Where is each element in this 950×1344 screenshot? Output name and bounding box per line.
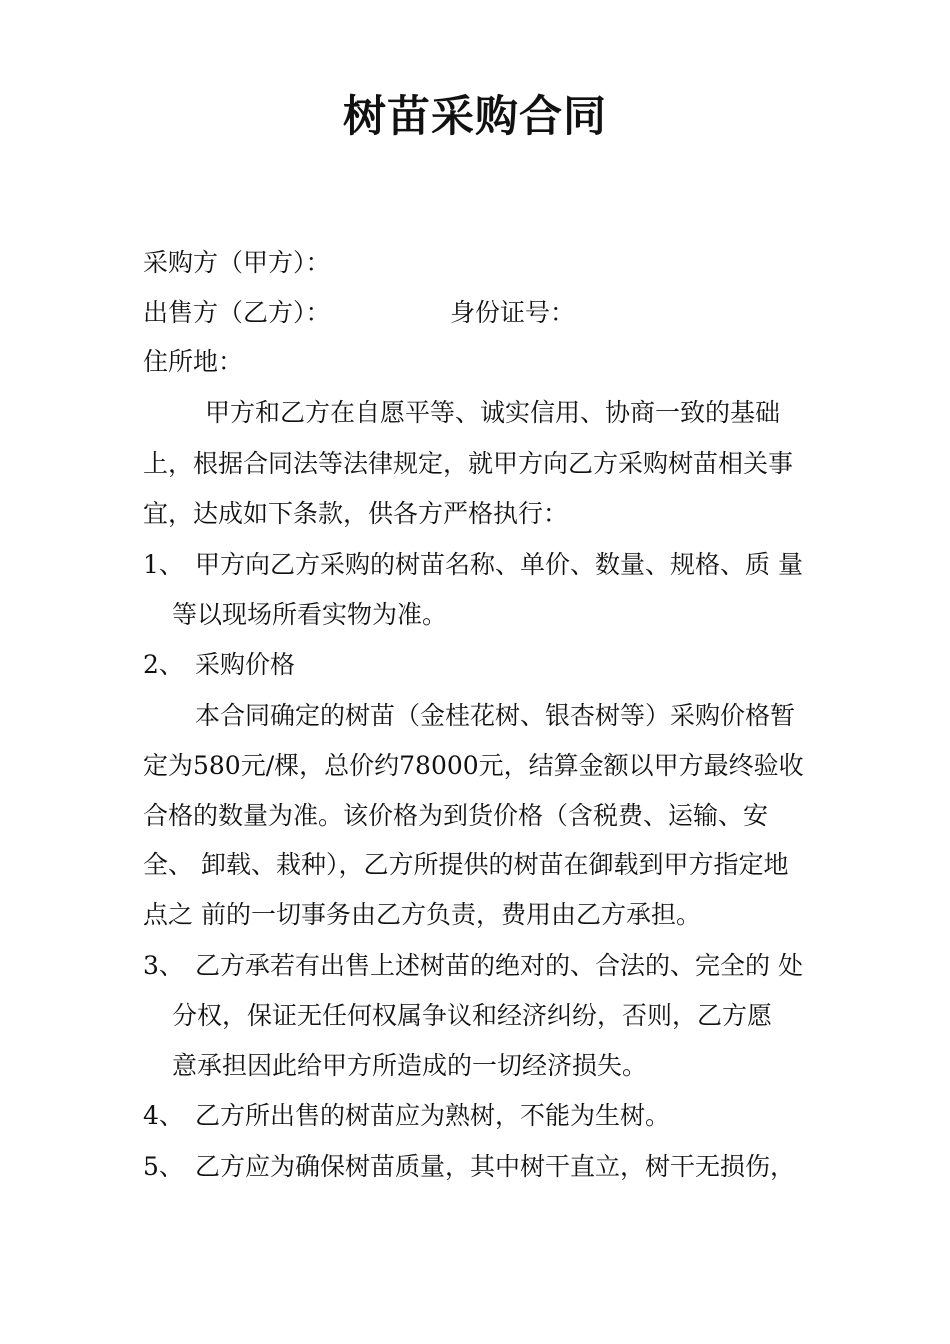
address-label: 住所地： bbox=[143, 347, 244, 376]
intro-line: 上，根据合同法等法律规定，就甲方向乙方采购树苗相关事 bbox=[143, 449, 794, 478]
price-paragraph-line: 全、 卸载、栽种），乙方所提供的树苗在御载到甲方指定地 bbox=[143, 850, 789, 879]
price-paragraph-line: 点之 前的一切事务由乙方负责，费用由乙方承担。 bbox=[143, 900, 701, 929]
item-text: 乙方所出售的树苗应为熟树，不能为生树。 bbox=[195, 1101, 671, 1130]
intro-line: 宜，达成如下条款，供各方严格执行： bbox=[143, 499, 569, 528]
item-number: 2、 bbox=[143, 650, 184, 679]
item-text: 甲方向乙方采购的树苗名称、单价、数量、规格、质 量 bbox=[195, 550, 803, 579]
item-text: 乙方应为确保树苗质量，其中树干直立，树干无损伤， bbox=[195, 1152, 796, 1181]
price-paragraph-line: 定为580元/棵，总价约78000元，结算金额以甲方最终验收 bbox=[143, 751, 804, 780]
item-number: 1、 bbox=[143, 550, 184, 579]
document-title: 树苗采购合同 bbox=[343, 92, 607, 142]
seller-label: 出售方（乙方）： bbox=[143, 298, 331, 327]
item-text: 分权，保证无任何权属争议和经济纠纷，否则，乙方愿 bbox=[172, 1001, 773, 1030]
item-text: 乙方承若有出售上述树苗的绝对的、合法的、完全的 处 bbox=[195, 951, 803, 980]
item-text: 采购价格 bbox=[195, 650, 296, 679]
intro-line: 甲方和乙方在自愿平等、诚实信用、协商一致的基础 bbox=[205, 398, 781, 427]
item-text: 等以现场所看实物为准。 bbox=[172, 600, 448, 629]
item-number: 3、 bbox=[143, 951, 184, 980]
price-paragraph-line: 合格的数量为准。该价格为到货价格（含税费、运输、安 bbox=[143, 801, 769, 830]
price-paragraph-line: 本合同确定的树苗（金桂花树、银杏树等）采购价格暂 bbox=[195, 701, 796, 730]
buyer-label: 采购方（甲方）： bbox=[143, 248, 331, 277]
item-number: 4、 bbox=[143, 1101, 184, 1130]
item-text: 意承担因此给甲方所造成的一切经济损失。 bbox=[172, 1051, 648, 1080]
id-number-label: 身份证号： bbox=[450, 298, 576, 327]
item-number: 5、 bbox=[143, 1152, 184, 1181]
